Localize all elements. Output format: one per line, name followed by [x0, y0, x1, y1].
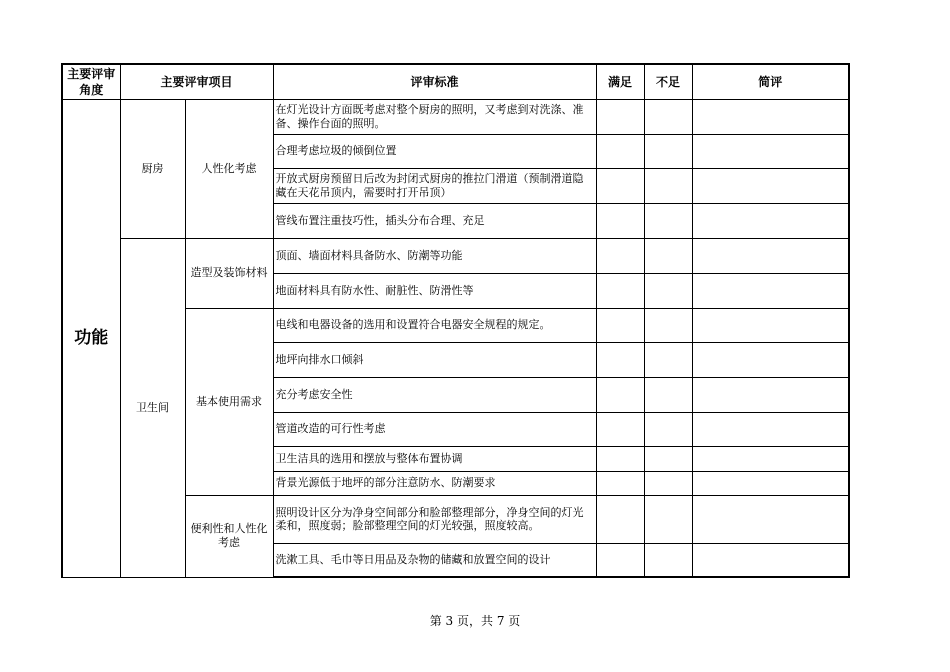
page-number: 第 3 页，共 7 页 [429, 614, 521, 628]
insufficient-cell[interactable] [644, 99, 692, 134]
item-basic-needs: 基本使用需求 [185, 308, 273, 495]
comment-cell[interactable] [692, 99, 849, 134]
insufficient-cell[interactable] [644, 446, 692, 471]
satisfied-cell[interactable] [596, 342, 644, 377]
insufficient-cell[interactable] [644, 377, 692, 412]
header-comment: 简评 [692, 64, 849, 99]
satisfied-cell[interactable] [596, 412, 644, 446]
insufficient-cell[interactable] [644, 308, 692, 342]
criterion-9: 充分考虑安全性 [273, 377, 596, 412]
comment-cell[interactable] [692, 238, 849, 273]
comment-cell[interactable] [692, 342, 849, 377]
item-shape-material: 造型及装饰材料 [185, 238, 273, 308]
insufficient-cell[interactable] [644, 495, 692, 543]
comment-cell[interactable] [692, 377, 849, 412]
area-bathroom: 卫生间 [120, 238, 185, 577]
insufficient-cell[interactable] [644, 342, 692, 377]
satisfied-cell[interactable] [596, 238, 644, 273]
insufficient-cell[interactable] [644, 412, 692, 446]
insufficient-cell[interactable] [644, 273, 692, 308]
criterion-14: 洗漱工具、毛巾等日用品及杂物的储藏和放置空间的设计 [273, 543, 596, 577]
criterion-2: 合理考虑垃圾的倾倒位置 [273, 134, 596, 168]
insufficient-cell[interactable] [644, 543, 692, 577]
insufficient-cell[interactable] [644, 238, 692, 273]
criterion-7: 电线和电器设备的选用和设置符合电器安全规程的规定。 [273, 308, 596, 342]
satisfied-cell[interactable] [596, 308, 644, 342]
satisfied-cell[interactable] [596, 543, 644, 577]
satisfied-cell[interactable] [596, 203, 644, 238]
satisfied-cell[interactable] [596, 273, 644, 308]
comment-cell[interactable] [692, 308, 849, 342]
criterion-8: 地坪向排水口倾斜 [273, 342, 596, 377]
comment-cell[interactable] [692, 446, 849, 471]
comment-cell[interactable] [692, 203, 849, 238]
criterion-5: 顶面、墙面材料具备防水、防潮等功能 [273, 238, 596, 273]
criterion-6: 地面材料具有防水性、耐脏性、防滑性等 [273, 273, 596, 308]
criterion-13: 照明设计区分为净身空间部分和脸部整理部分，净身空间的灯光柔和，照度弱；脸部整理空间的灯光较强，照度较高。 [273, 495, 596, 543]
header-review-angle: 主要评审角度 [62, 64, 120, 99]
satisfied-cell[interactable] [596, 134, 644, 168]
satisfied-cell[interactable] [596, 495, 644, 543]
satisfied-cell[interactable] [596, 168, 644, 203]
comment-cell[interactable] [692, 471, 849, 495]
header-insufficient: 不足 [644, 64, 692, 99]
satisfied-cell[interactable] [596, 471, 644, 495]
area-kitchen: 厨房 [120, 99, 185, 238]
item-convenience: 便利性和人性化考虑 [185, 495, 273, 577]
comment-cell[interactable] [692, 412, 849, 446]
criterion-11: 卫生洁具的选用和摆放与整体布置协调 [273, 446, 596, 471]
comment-cell[interactable] [692, 273, 849, 308]
item-humanized: 人性化考虑 [185, 99, 273, 238]
comment-cell[interactable] [692, 134, 849, 168]
criterion-1: 在灯光设计方面既考虑对整个厨房的照明，又考虑到对洗涤、准备、操作台面的照明。 [273, 99, 596, 134]
satisfied-cell[interactable] [596, 99, 644, 134]
criterion-4: 管线布置注重技巧性，插头分布合理、充足 [273, 203, 596, 238]
criterion-10: 管道改造的可行性考虑 [273, 412, 596, 446]
header-review-standard: 评审标准 [273, 64, 596, 99]
satisfied-cell[interactable] [596, 446, 644, 471]
review-table [61, 63, 850, 578]
comment-cell[interactable] [692, 543, 849, 577]
header-review-item: 主要评审项目 [120, 64, 273, 99]
satisfied-cell[interactable] [596, 377, 644, 412]
insufficient-cell[interactable] [644, 168, 692, 203]
comment-cell[interactable] [692, 168, 849, 203]
insufficient-cell[interactable] [644, 471, 692, 495]
criterion-12: 背景光源低于地坪的部分注意防水、防潮要求 [273, 471, 596, 495]
insufficient-cell[interactable] [644, 203, 692, 238]
header-satisfied: 满足 [596, 64, 644, 99]
insufficient-cell[interactable] [644, 134, 692, 168]
angle-function: 功能 [62, 99, 120, 577]
criterion-3: 开放式厨房预留日后改为封闭式厨房的推拉门滑道（预制滑道隐藏在天花吊顶内，需要时打开吊顶） [273, 168, 596, 203]
comment-cell[interactable] [692, 495, 849, 543]
